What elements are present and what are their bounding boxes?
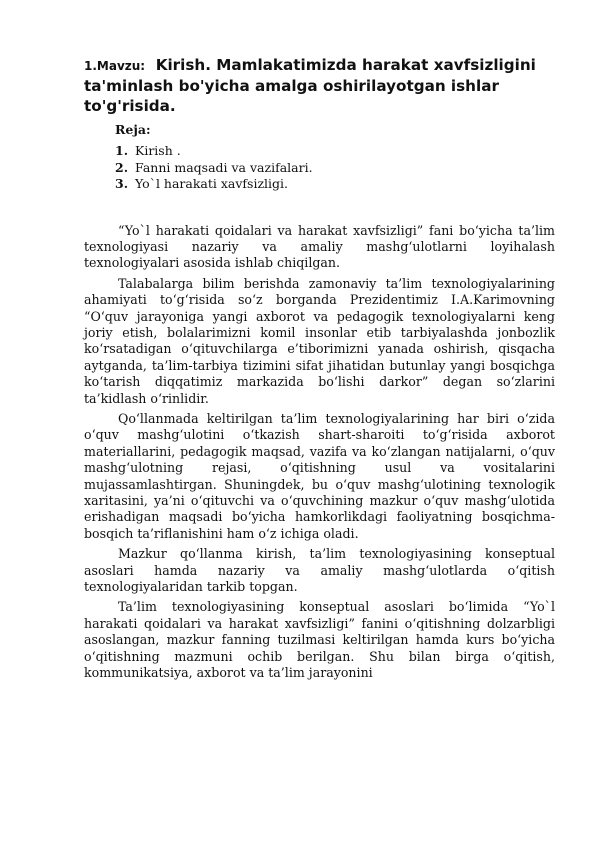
topic-heading (84, 55, 555, 116)
body-text (84, 223, 555, 682)
plan-list (115, 143, 555, 193)
paragraph: Ta’lim texnologiyasining konseptual asoslari bo‘limida “Yo`l harakati qoidalari va harakat xavfsizligi” fanini o‘qitishning dolzarbligi asoslangan, mazkur fanning tuzilmasi keltirilgan hamda kurs bo‘yicha o‘qitishning mazmuni ochib berilgan. Shu bilan birga o‘qitish, kommunikatsiya, axborot va ta’lim jarayonini (84, 599, 555, 681)
plan-item-number: 3. (115, 176, 129, 191)
plan-section (115, 121, 555, 193)
paragraph: Mazkur qo‘llanma kirish, ta’lim texnologiyasining konseptual asoslari hamda nazariy va amaliy mashg‘ulotlarda o‘qitish texnologiyalaridan tarkib topgan. (84, 546, 555, 595)
topic-number: 1.Mavzu: (84, 59, 146, 73)
plan-item (115, 143, 555, 160)
plan-item-text: Yo`l harakati xavfsizligi. (135, 176, 289, 191)
plan-item-number: 1. (115, 143, 129, 158)
plan-item-text: Fanni maqsadi va vazifalari. (135, 159, 313, 175)
plan-item-text: Kirish . (135, 143, 181, 158)
paragraph: “Yo`l harakati qoidalari va harakat xavfsizligi” fani bo‘yicha ta’lim texnologiyasi nazariy va amaliy mashg‘ulotlarni loyihalash texnologiyalari asosida ishlab chiqilgan. (84, 222, 555, 271)
plan-item (115, 160, 555, 177)
topic-title: Kirish. Mamlakatimizda harakat xavfsizligini ta'minlash bo'yicha amalga oshirilayotgan ishlar to'g'risida. (84, 56, 536, 115)
plan-item-number: 2. (115, 159, 129, 175)
paragraph: Talabalarga bilim berishda zamonaviy ta’lim texnologiyalarining ahamiyati to‘g‘risida so‘z borganda Prezidentimiz I.A.Karimovning “O‘quv jarayoniga yangi axborot va pedagogik texnologiyalarni keng joriy etish, bolalarimizni komil insonlar etib tarbiyalashda jonbozlik ko‘rsatadigan o‘qituvchilarga e’tiborimizni yanada oshirish, qisqacha aytganda, ta’lim-tarbiya tizimini sifat jihatidan butunlay yangi bosqichga ko‘tarish diqqatimiz markazida bo‘lishi darkor” degan so‘zlarini ta’kidlash o‘rinlidir. (84, 275, 555, 406)
paragraph: Qo‘llanmada keltirilgan ta’lim texnologiyalarining har biri o‘zida o‘quv mashg‘ulotini o‘tkazish shart-sharoiti to‘g‘risida axborot materiallarini, pedagogik maqsad, vazifa va ko‘zlangan natijalarni, o‘quv mashg‘ulotning rejasi, o‘qitishning usul va vositalarini mujassamlashtirgan. Shuningdek, bu o‘quv mashg‘ulotining texnologik xaritasini, ya’ni o‘qituvchi va o‘quvchining mazkur o‘quv mashg‘ulotida erishadigan maqsadi bo‘yicha hamkorlikdagi faoliyatning bosqichma-bosqich ta’riflanishini ham o‘z ichiga oladi. (84, 410, 555, 541)
plan-title: Reja: (115, 122, 151, 137)
plan-item (115, 176, 555, 193)
